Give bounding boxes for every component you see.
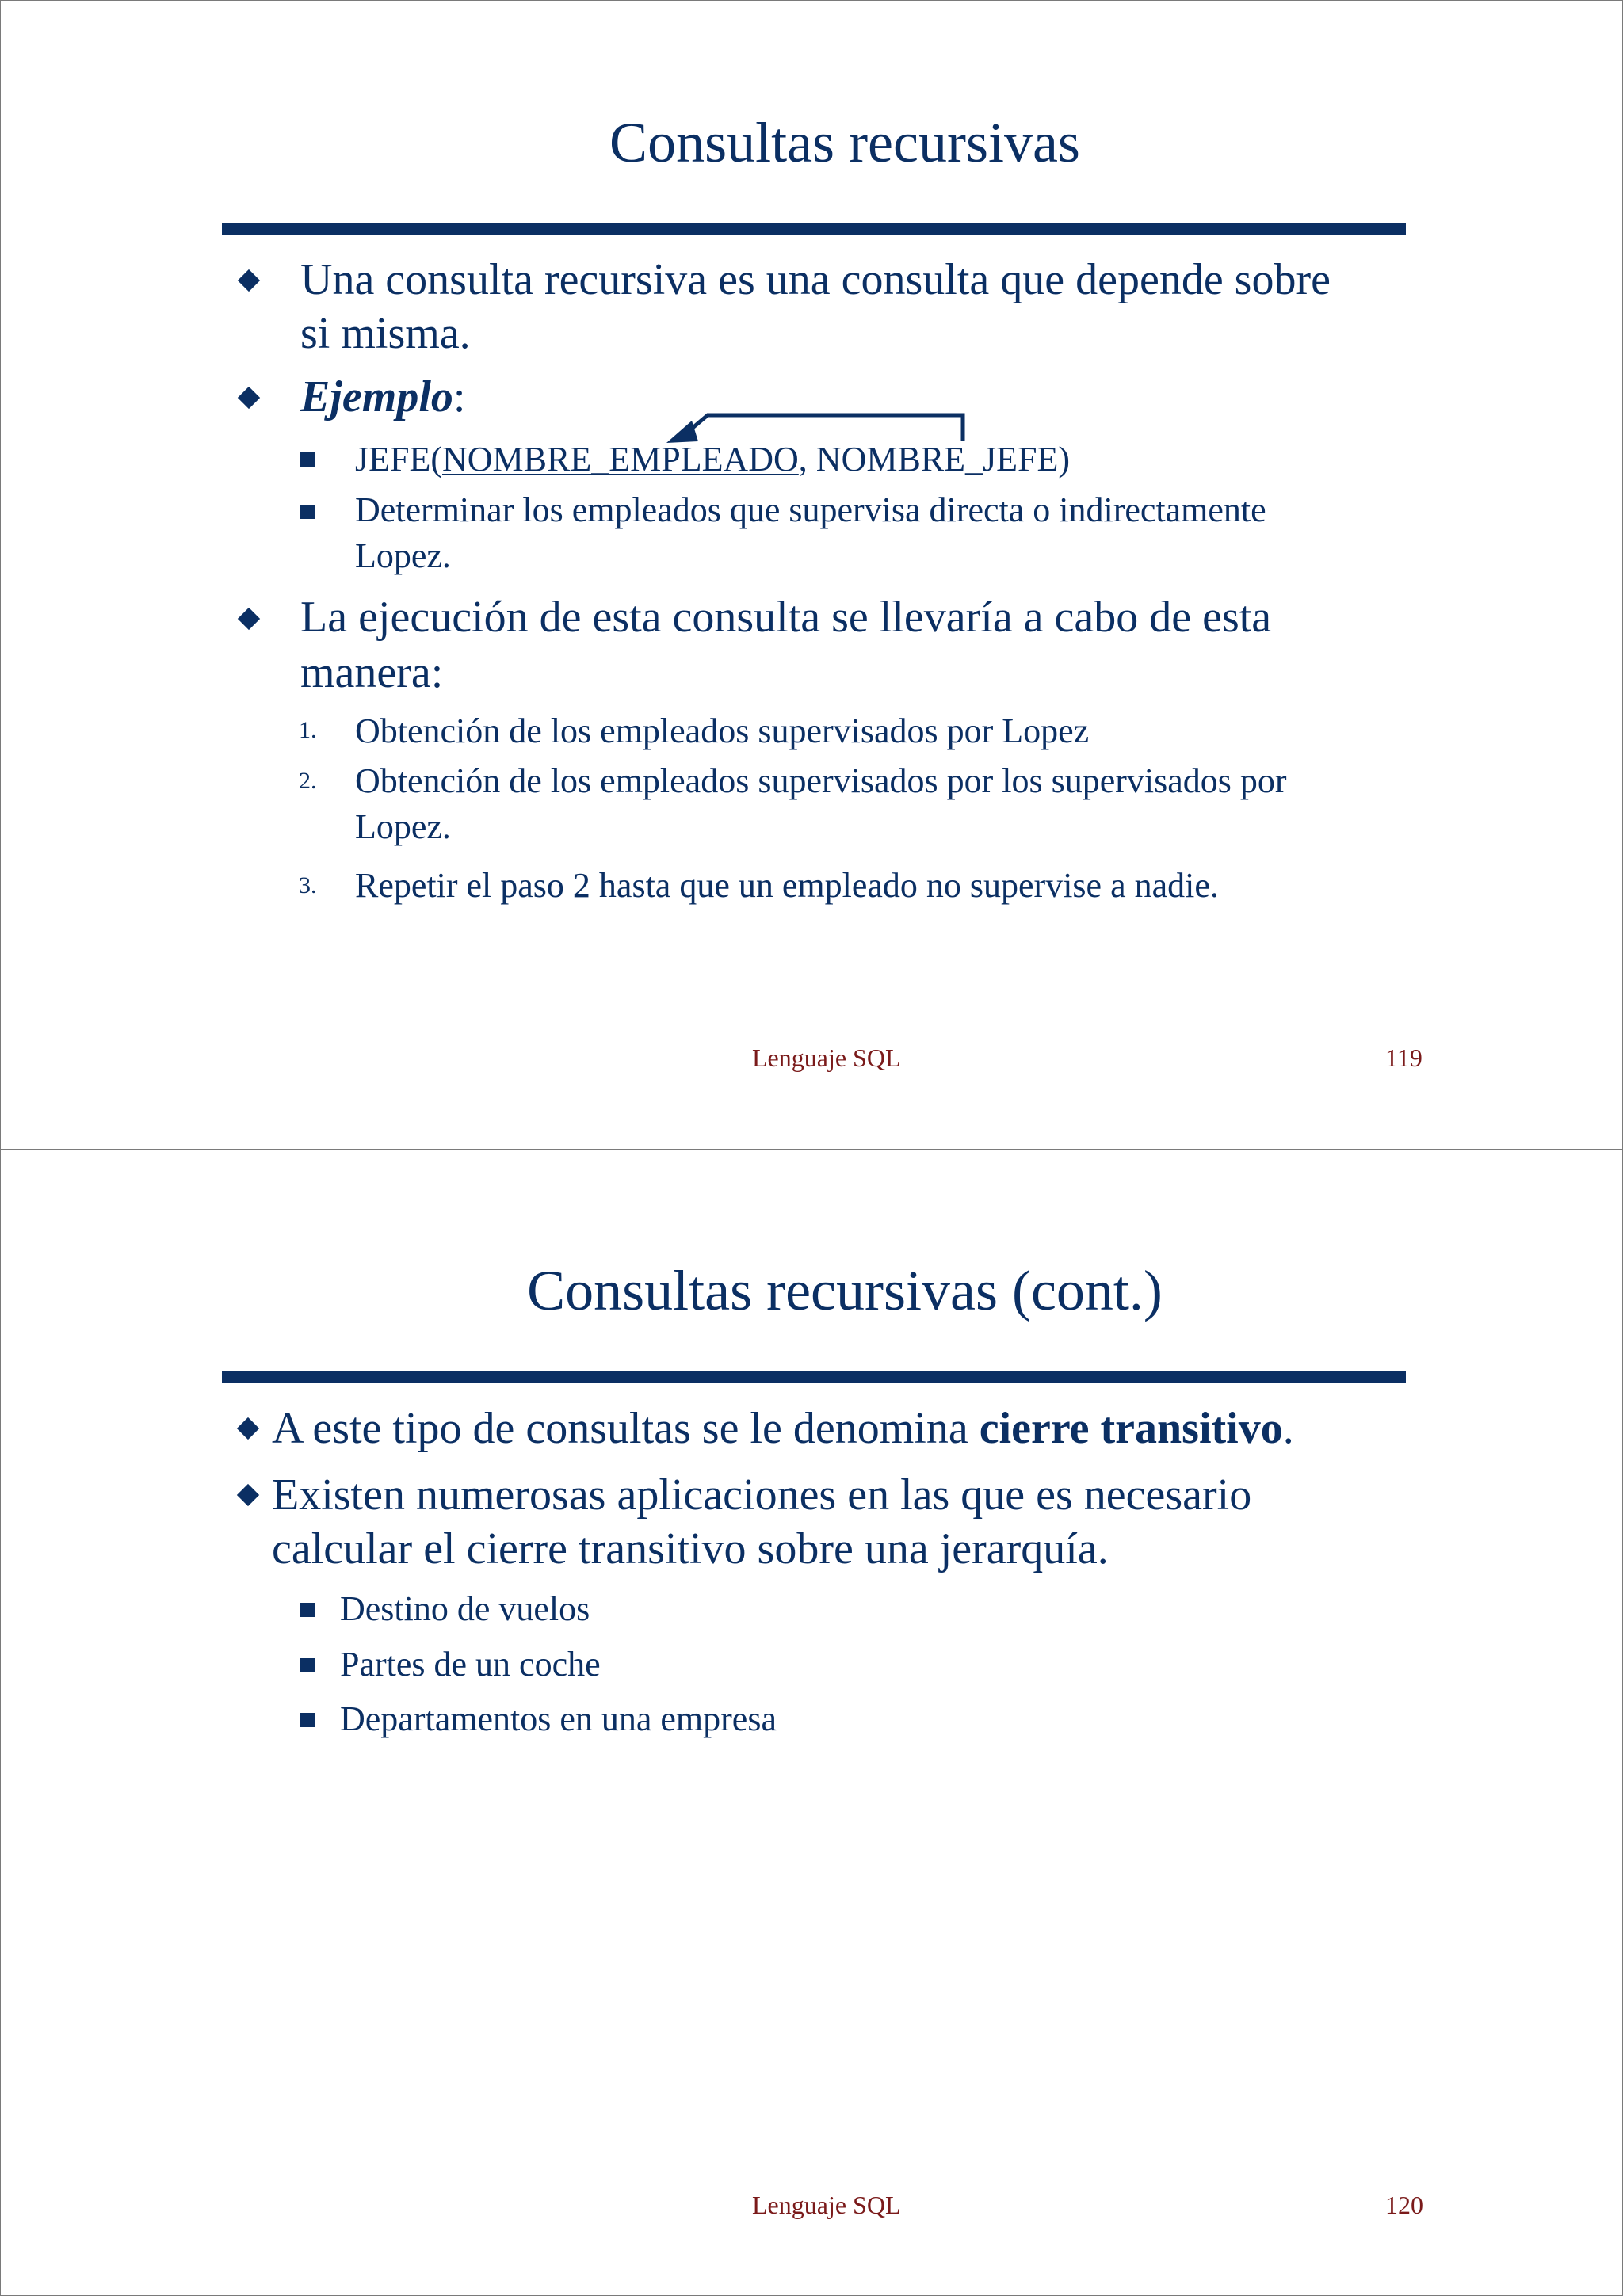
square-bullet-icon xyxy=(300,1603,315,1617)
step-text: Repetir el paso 2 hasta que un empleado no supervise a nadie. xyxy=(355,866,1219,905)
square-bullet-icon xyxy=(300,1713,315,1727)
diamond-bullet-icon xyxy=(238,387,260,409)
slide-title: Consultas recursivas xyxy=(609,111,1080,174)
bullet-text: Una consulta recursiva es una consulta que depende sobre xyxy=(300,255,1331,304)
step-text: Lopez. xyxy=(355,807,451,846)
step-text: Obtención de los empleados supervisados por Lopez xyxy=(355,711,1090,750)
step-text: Obtención de los empleados supervisados por los supervisados por xyxy=(355,761,1287,800)
bullet-text-start: A este tipo de consultas se le denomina xyxy=(272,1404,980,1453)
diamond-bullet-icon xyxy=(237,1484,259,1506)
example-label: Ejemplo xyxy=(300,372,453,421)
list-item: Departamentos en una empresa xyxy=(340,1699,777,1738)
step-number: 1. xyxy=(299,717,317,743)
schema-key: NOMBRE_EMPLEADO xyxy=(442,440,799,479)
schema-suffix: , NOMBRE_JEFE) xyxy=(798,440,1071,479)
sub-bullet-text: Determinar los empleados que supervisa directa o indirectamente xyxy=(355,490,1266,529)
diamond-bullet-icon xyxy=(237,1417,259,1440)
example-heading xyxy=(300,370,465,424)
list-item: Partes de un coche xyxy=(340,1645,601,1684)
bullet-text: manera: xyxy=(300,648,444,697)
square-bullet-icon xyxy=(300,1658,315,1672)
page-number: 120 xyxy=(1385,2191,1423,2219)
diamond-bullet-icon xyxy=(238,269,260,292)
title-rule xyxy=(222,1371,1406,1383)
bullet-text-end: . xyxy=(1282,1404,1294,1453)
bold-term: cierre transitivo xyxy=(979,1404,1283,1453)
slide-title: Consultas recursivas (cont.) xyxy=(527,1259,1163,1322)
footer-title: Lenguaje SQL xyxy=(752,2191,901,2219)
square-bullet-icon xyxy=(300,505,315,519)
bullet-text: si misma. xyxy=(300,309,471,358)
page-number: 119 xyxy=(1385,1043,1423,1072)
footer-title: Lenguaje SQL xyxy=(752,1043,901,1072)
relation-schema xyxy=(355,437,1070,482)
slide-120 xyxy=(0,1149,1623,2296)
schema-prefix: JEFE( xyxy=(355,440,442,479)
sub-bullet-text: Lopez. xyxy=(355,536,451,575)
bullet-text: calcular el cierre transitivo sobre una jerarquía. xyxy=(272,1524,1109,1573)
bullet-text xyxy=(272,1402,1294,1455)
bullet-text: La ejecución de esta consulta se llevaría a cabo de esta xyxy=(300,593,1272,642)
bullet-text: Existen numerosas aplicaciones en las que es necesario xyxy=(272,1470,1252,1520)
step-number: 2. xyxy=(299,768,317,794)
square-bullet-icon xyxy=(300,452,315,467)
list-item: Destino de vuelos xyxy=(340,1589,590,1628)
step-number: 3. xyxy=(299,872,317,898)
diamond-bullet-icon xyxy=(238,608,260,630)
title-rule xyxy=(222,223,1406,235)
example-colon: : xyxy=(453,372,466,421)
